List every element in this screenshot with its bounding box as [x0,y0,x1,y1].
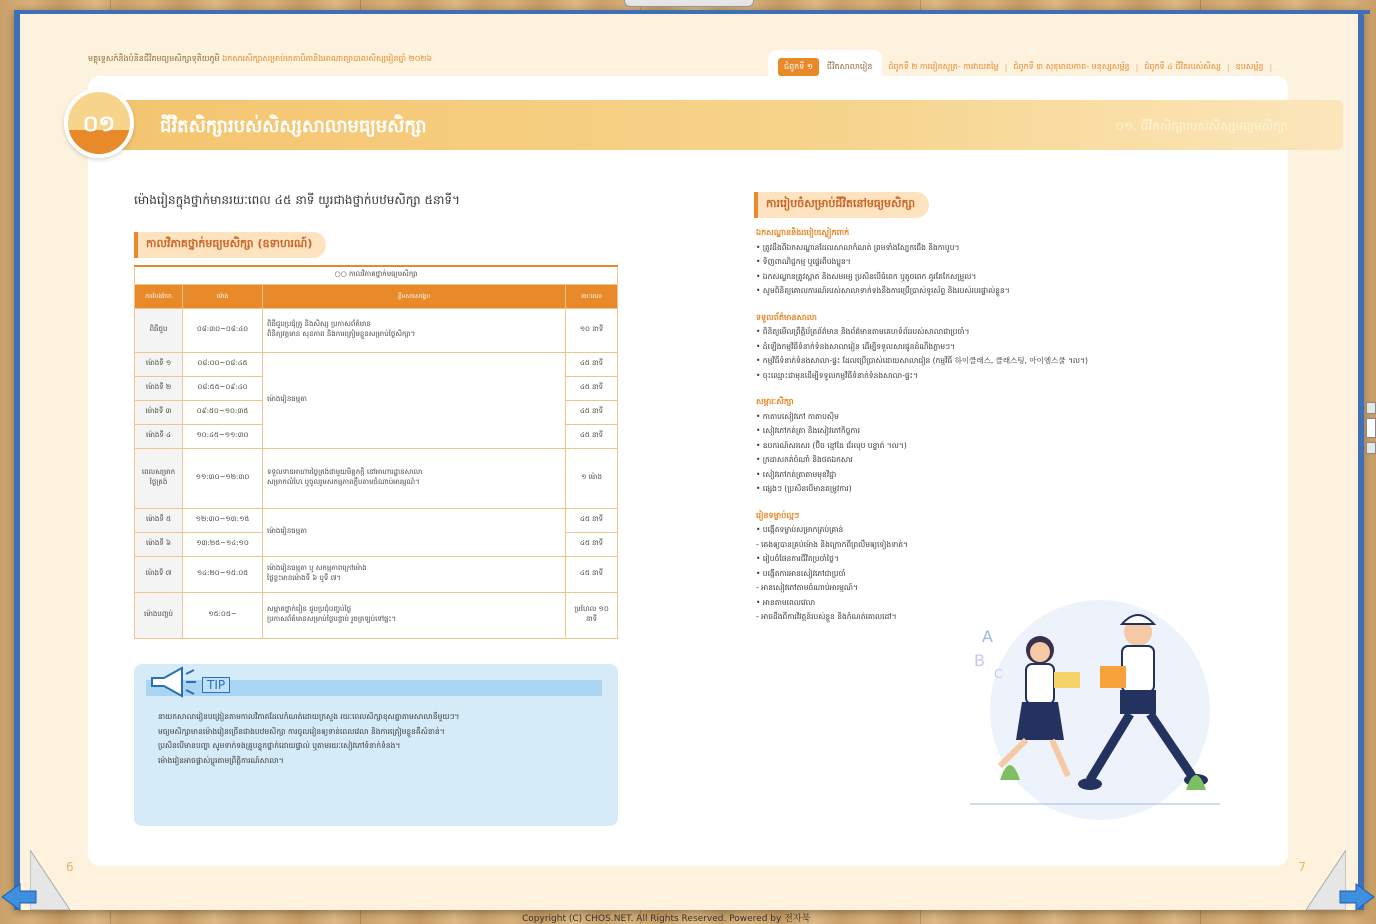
tip-label: TIP [202,677,230,693]
list-item: • ទិញពាណិជ្ជកម្ម ឬផ្ទេរពីបងប្អូន។ [756,257,851,266]
next-page-arrow-icon[interactable] [1338,882,1376,912]
table-row: ម៉ោងបញ្ចប់ ១៥:០៥~ សម្អាតថ្នាក់រៀន ជួបប្រជុំបញ្ចប់ថ្ងៃ ប្រកាសព័ត៌មានសម្រាប់ថ្ងៃបន្ទាប់ រួចត្រឡប់ទៅផ្ទះ។ ប្រហែល ១០ នាទី [135,592,618,638]
list-item: - អាចដឹងពីការវិវត្តន៍របស់ខ្លួន និងកំណត់គោលដៅ។ [756,612,897,621]
megaphone-icon [148,666,198,700]
list-item: - អានសៀវភៅតាមចំណាប់អារម្មណ៍។ [756,583,858,592]
intro-text: ម៉ោងរៀនក្នុងថ្នាក់មានរយៈពេល ៤៥ នាទី យូរជាងថ្នាក់បឋមសិក្សា ៥នាទី។ [134,193,460,207]
table-row: ម៉ោងទី ៥ ១២:៣០~១៣:១៥ ម៉ោងរៀនធម្មតា ៤៥ នាទី [135,508,618,532]
list-item: • សៀវភៅកត់ត្រា និងសៀវភៅកិច្ចការ [756,426,860,435]
table-row: ម៉ោងទី ៣ ០៩:៥០~១០:៣៥ ៤៥ នាទី [135,400,618,424]
col-header-content: ខ្លឹមសារសង្ខេប [263,284,566,308]
section-title-habits: រៀនទម្លាប់ល្អៗ [756,510,800,520]
section-title-supplies: សម្ភារៈសិក្សា [756,397,794,406]
table-row: ម៉ោងទី ៤ ១០:៤៥~១១:៣០ ៤៥ នាទី [135,424,618,448]
chapter-number-badge: ០១ [64,88,134,158]
copyright-footer: Copyright (C) CHOS.NET. All Rights Reserved. Powered by 전자북 [522,914,811,924]
table-row: ម៉ោងទី ១ ០៨:០០~០៨:៤៥ ម៉ោងរៀនធម្មតា ៤៥ នាទី [135,352,618,376]
table-row: ម៉ោងទី ២ ០៨:៥៥~០៩:៤០ ៤៥ នាទី [135,376,618,400]
chapter-tabs: ជំពូកទី ១ ជីវិតសាលារៀន ជំពូកទី ២ ការរៀនសូត្រ- ការវាយតម្លៃ | ជំពូកទី ៣ សុខុមាលភាព- មនុស្សសម្ព័ន្ធ | ជំពូកទី ៤ ជីវិតរបស់សិស្ស | ឧបសម្ព័ន្ធ | [768,50,1272,84]
list-item: នាយកសាលារៀនបង្រៀនតាមកាលវិភាគដែលកំណត់ដោយក្រសួង រយៈពេលសិក្សាខុសគ្នាតាមសាលានីមួយៗ។ [158,712,460,721]
prev-page-arrow-icon[interactable] [0,882,38,912]
list-item: • បង្កើតការអានសៀវភៅជាប្រចាំ [756,568,846,578]
list-item: ប្រសិនបើមានបញ្ហា សូមទាក់ទងគ្រូបន្ទុកថ្នាក់ដោយផ្ទាល់ ឬតាមរយៈសៀវភៅទំនាក់ទំនង។ [158,741,401,750]
toolbar-toggle[interactable] [624,0,754,7]
tab-chapter-2[interactable]: ជំពូកទី ២ ការរៀនសូត្រ- ការវាយតម្លៃ [888,62,999,71]
book-top-edge [20,10,1370,14]
tab-chapter-3[interactable]: ជំពូកទី ៣ សុខុមាលភាព- មនុស្សសម្ព័ន្ធ [1013,62,1130,71]
chapter-title: ជីវិតសិក្សារបស់សិស្សសាលាមធ្យមសិក្សា [160,116,427,137]
tab-chapter-1-num: ជំពូកទី ១ [778,58,819,76]
list-item: • អានតាមពេលវេលា [756,597,816,607]
list-item: • សៀវភៅកត់ត្រាតាមមុខវិជ្ជា [756,469,837,479]
list-item: • ពិនិត្យមើលព្រឹត្តិប័ត្រព័ត៌មាន និងព័ត៌មានតាមគេហទំព័ររបស់សាលាជាប្រចាំ។ [756,327,970,336]
list-item: មធ្យមសិក្សាមានម៉ោងរៀនច្រើនជាងបឋមសិក្សា ការចូលរៀនឲ្យទាន់ពេលវេលា និងការត្រៀមខ្លួនគឺសំខាន់។ [158,726,445,736]
list-item: • ត្រូវដឹងពីឯកសណ្ឋានដែលសាលាកំណត់ ព្រមទាំងស្បែកជើង និងកាបូប។ [756,242,960,252]
list-item: • ចុះឈ្មោះជាមុនដើម្បីទទួលកម្មវិធីទំនាក់ទំនងសាលា-ផ្ទះ។ [756,370,918,380]
list-item: • រៀបចំផែនការជីវិតប្រចាំថ្ងៃ។ [756,554,839,563]
tab-appendix[interactable]: ឧបសម្ព័ន្ធ [1235,62,1264,71]
tab-chapter-4[interactable]: ជំពូកទី ៤ ជីវិតរបស់សិស្ស [1144,62,1221,71]
col-header-time: ម៉ោង [183,284,263,308]
list-item: • ឯកសណ្ឋានត្រូវស្អាត និងសមរម្យ ប្រសិនបើធំពេក ឬតូចពេក គួរតែកែសម្រួល។ [756,271,977,281]
table-row: ម៉ោងទី ៦ ១៣:២៥~១៤:១០ ៤៥ នាទី [135,532,618,556]
schedule-table [134,265,618,639]
zoom-out-button[interactable] [1366,442,1376,454]
preparation-sections [756,226,1226,625]
preparation-heading: ការរៀបចំសម្រាប់ជីវិតនៅមធ្យមសិក្សា [754,192,929,218]
zoom-slider[interactable] [1366,418,1376,438]
tab-chapter-1[interactable] [768,50,882,84]
svg-text:C: C [994,667,1003,681]
list-item: - គេងឲ្យបានគ្រប់ម៉ោង និងក្រោកពីព្រលឹមឲ្យទៀងទាត់។ [756,539,908,549]
list-item: • ក្រដាសកត់ចំណាំ និងថតឯកសារ [756,455,853,464]
list-item: • ដំឡើងកម្មវិធីទំនាក់ទំនងសាលារៀន ដើម្បីទទួលសារជូនដំណឹងភ្លាមៗ។ [756,341,955,351]
list-item: • ផ្សេងៗ (ប្រសិនបើមានតម្រូវការ) [756,484,852,493]
table-row: ម៉ោងទី ៧ ១៤:២០~១៥:០៥ ម៉ោងរៀនធម្មតា ឬ សកម្មភាពក្រៅម៉ោង ថ្ងៃខ្លះមានម៉ោងទី ៦ ឬទី ៧។ ៤៥ នាទី [135,556,618,592]
svg-text:A: A [982,627,993,646]
header-highlight: ឯកសារសិក្សាសម្រាប់មាតាបិតានិងអាណាព្យាបាលសិស្សរៀនឆ្នាំ ២០២៦ [222,54,433,63]
col-header-division: ការបែងចែក [135,284,183,308]
list-item: • កម្មវិធីទំនាក់ទំនងសាលា-ផ្ទះ ដែលប្រើប្រាស់ដោយសាលារៀន (កម្មវិធី 하이클래스, 클래스팅, 아이엠스쿨 ។ល។) [756,356,1088,365]
schedule-heading: កាលវិភាគថ្នាក់មធ្យមសិក្សា (ឧទាហរណ៍) [134,232,326,258]
table-row: ពេលសម្រាកថ្ងៃត្រង់ ១១:៣០~១២:៣០ ទទួលទានអាហារថ្ងៃត្រង់ជាមួយមិត្តភក្តិ នៅអាហារដ្ឋានសាលា សម្រាកលំហែ ឬចូលរួមសកម្មភាពក្លឹបតាមចំណាប់អារម្មណ៍។ ១ ម៉ោង [135,448,618,508]
section-title-school-info: ទទួលព័ត៌មានសាលា [756,312,817,322]
chapter-subtitle: ០១. ជីវិតសិក្សារបស់សិស្សមធ្យមសិក្សា [1115,119,1288,133]
list-item: • កាតាបសៀវភៅ កាតាបស៊ិម [756,411,839,421]
header-breadcrumb: មគ្គុទ្ទេសក៍និងបំនិនជីវិតមធ្យមសិក្សាទុតិយភូមិ ឯកសារសិក្សាសម្រាប់មាតាបិតានិងអាណាព្យាបាលសិស្សរៀនឆ្នាំ ២០២៦ [88,54,433,63]
section-title-uniform: ឯកសណ្ឋាននិងរបៀបស្លៀកពាក់ [756,228,850,237]
tab-chapter-1-label: ជីវិតសាលារៀន [826,62,873,71]
list-item: ម៉ោងរៀនអាចផ្លាស់ប្តូរតាមព្រឹត្តិការណ៍សាលា។ [158,755,284,765]
zoom-in-button[interactable] [1366,402,1376,414]
page-number-right: 7 [1298,860,1306,874]
list-item: • បង្កើតទម្លាប់សម្រាកគ្រប់គ្រាន់ [756,525,844,534]
schedule-caption: ○○ កាលវិភាគថ្នាក់មធ្យមសិក្សា [135,266,618,284]
list-item: • ឧបករណ៍សរសេរ (ប៊ិច ខ្មៅដៃ ជ័រលុប បន្ទាត់ ។ល។) [756,440,907,450]
table-row: ពិធីជួប ០៨:៣០~០៨:៤០ ពិធីជួបប្រជុំគ្រូ និងសិស្ស ប្រកាសព័ត៌មាន ពិនិត្យវត្តមាន សុខភាព និងការត្រៀមខ្លួនសម្រាប់ថ្ងៃសិក្សា។ ១០ នាទី [135,308,618,352]
list-item: • សូមពិនិត្យគោលការណ៍របស់សាលាទាក់ទងនឹងការប្រើប្រាស់ទូរស័ព្ទ និងរបស់របរផ្ទាល់ខ្លួន។ [756,286,1010,295]
col-header-duration: រយៈពេល [566,284,618,308]
students-running-illustration [960,580,1230,830]
page-number-left: 6 [66,860,74,874]
tip-list [158,710,598,768]
svg-text:B: B [974,651,985,670]
